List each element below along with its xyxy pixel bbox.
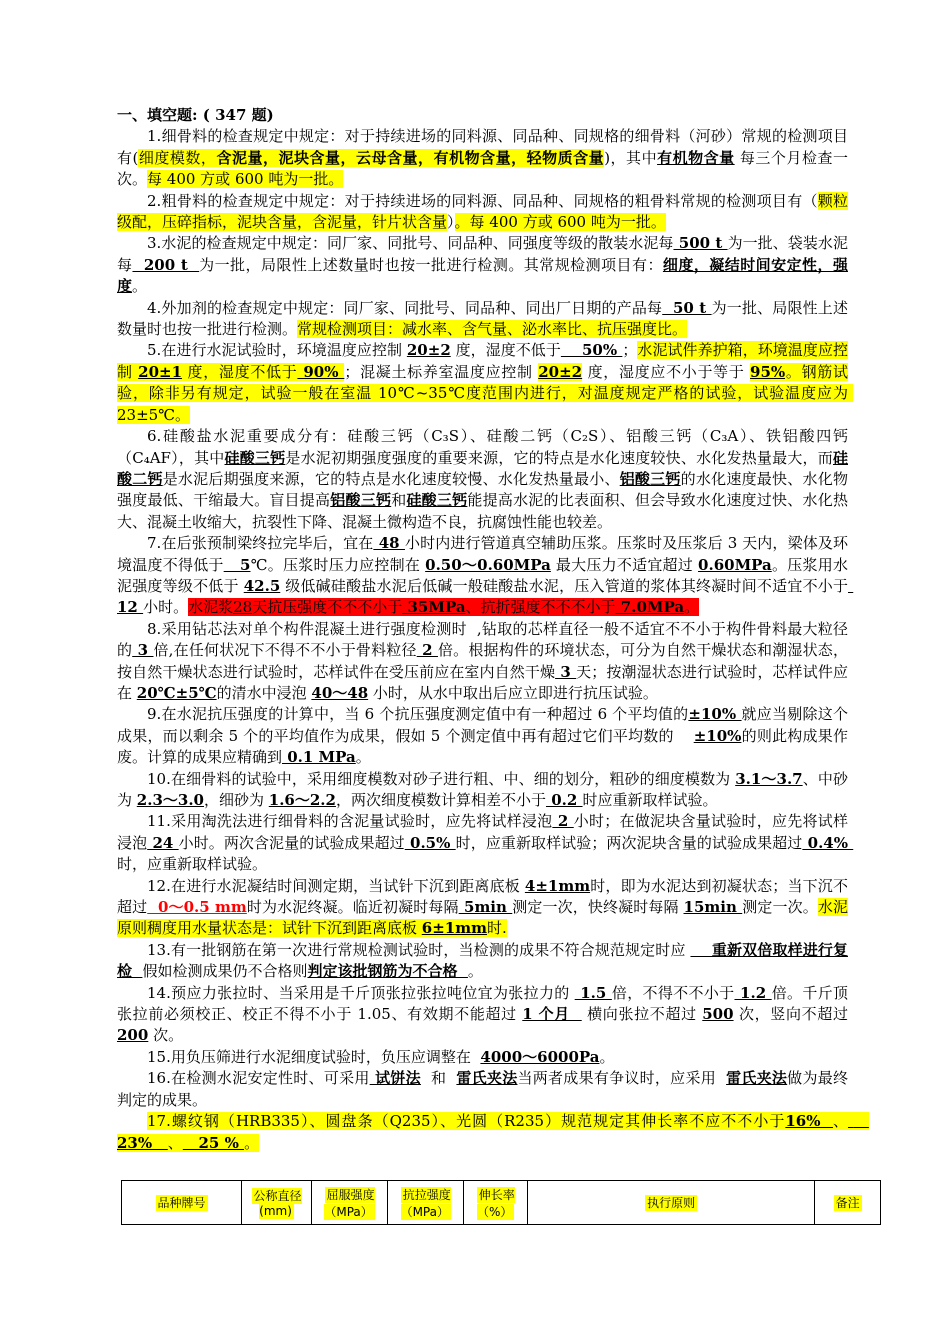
text-run: 。: [599, 1047, 615, 1066]
table-header-cell: 抗拉强度（MPa）: [388, 1181, 464, 1225]
text-run: 测定一次。: [742, 898, 818, 917]
question-paragraph: [117, 983, 853, 1047]
question-paragraph: [117, 811, 854, 875]
text-run: 细度，凝结时间安定性，强度: [117, 255, 848, 296]
text-run: 13.有一批钢筋在第一次进行常规检测试验时，当检测的成果不符合规范规定时应: [147, 940, 691, 959]
table-header-cell: 备注: [815, 1181, 881, 1225]
text-run: 度，湿度应不小于等于: [582, 362, 751, 381]
text-run: ；: [622, 341, 638, 360]
text-run: 雷氏夹法: [726, 1069, 788, 1088]
text-run: 6±1mm: [421, 919, 487, 938]
text-run: 0～0.5 mm: [147, 898, 247, 917]
text-run: 含泥量，泥块含量，云母含量，有机物含量，轻物质含量: [216, 148, 605, 167]
text-run: 1.5: [574, 983, 612, 1002]
text-run: 有机物含量: [657, 148, 735, 167]
text-run: 当两者成果有争议时，应采用: [517, 1069, 727, 1088]
text-run: 是水泥后期强度来源，它的特点是水化速度较慢、水化发热量最小、: [162, 469, 620, 488]
text-run: 和: [391, 491, 407, 510]
text-run: 8.采用钻芯法对单个构件混凝土进行强度检测时 ,钻取的芯样直径一般不适宜不不小于构件骨料最大粒径的: [117, 619, 848, 660]
text-run: 5min: [458, 898, 513, 917]
text-run: 25 %: [182, 1133, 245, 1152]
text-run: 1 个月: [522, 1005, 582, 1024]
text-run: 200 t: [132, 255, 200, 274]
text-run: 50 t: [662, 298, 712, 317]
text-run: 、抗折强度不不不小于: [465, 598, 616, 617]
text-run: 200: [117, 1026, 149, 1045]
text-run: 7.0MPa: [615, 598, 685, 617]
text-run: 15.用负压筛进行水泥细度试验时，负压应调整在: [147, 1047, 481, 1066]
text-run: 0.60MPa: [698, 555, 772, 574]
text-run: 时为水泥终凝。临近初凝时每隔: [246, 898, 459, 917]
question-paragraph: [117, 876, 848, 940]
text-run: 时.: [486, 919, 507, 938]
text-run: 倍。千斤顶张拉前必须校正、校正不得不小于 1.05、有效期不能超过: [117, 983, 848, 1024]
text-run: 24: [147, 833, 179, 852]
text-run: 水泥原则稠度用水量状态是：试针下沉到距离底板: [117, 898, 848, 938]
text-run: 0.1 MPa: [282, 748, 356, 767]
question-paragraph: [117, 233, 848, 297]
text-run: 每 400 方或 600 吨为一批。: [147, 170, 344, 189]
text-run: )，其中: [604, 148, 658, 167]
text-run: 为一批，局限性上述数量时也按一批进行检测。其常规检测项目有：: [199, 255, 663, 274]
text-run: 6.硅酸盐水泥重要成分有：硅酸三钙（C₃S）、硅酸二钙（C₂S）、铝酸三钙（C₃A）、铁铝酸四钙（C₄AF），其中: [117, 427, 848, 467]
text-run: 最大压力不适宜超过: [550, 555, 699, 574]
section-title: 一、填空题: ( 347 题): [117, 106, 274, 124]
text-run: 的则此构成果作废。计算的成果应精确到: [117, 726, 848, 767]
text-run: 天抗压强度不不不小于: [252, 598, 403, 617]
text-run: 2.3～3.0: [136, 791, 204, 809]
text-run: ）: [447, 213, 455, 232]
text-run: 20℃±5℃: [136, 683, 217, 702]
text-run: 12: [117, 576, 854, 617]
question-paragraph: [117, 426, 848, 533]
text-run: 20±2: [538, 362, 583, 381]
text-run: 3: [555, 662, 577, 681]
text-run: 10.在细骨料的试验中，采用细度模数对砂子进行粗、中、细的划分，粗砂的细度模数为: [147, 769, 736, 788]
text-run: 15min: [683, 898, 743, 917]
text-run: 20±2: [406, 341, 451, 360]
text-run: 28: [233, 598, 253, 617]
question-paragraph: [117, 340, 853, 426]
text-run: 。: [132, 277, 148, 296]
text-run: 9.在水泥抗压强度的计算中，当 6 个抗压强度测定值中有一种超过 6 个平均值的: [147, 705, 689, 724]
text-run: 度，湿度不低于: [182, 362, 298, 381]
text-run: 42.5: [243, 576, 281, 595]
text-run: 小时内进行管道真空辅助压浆。压浆时及压浆后 3 天内，梁体及环境温度不得低于: [117, 534, 848, 574]
text-run: 水泥浆: [188, 598, 234, 617]
question-paragraph: [117, 126, 848, 190]
text-run: 7.在后张预制梁终拉完毕后，宜在: [147, 534, 374, 553]
text-run: 。: [244, 1133, 260, 1152]
text-run: 就应当剔除这个成果，而以剩余 5 个的平均值作为成果，假如 5 个测定值中再有超过它们平均数的: [117, 705, 848, 745]
text-run: ，细砂为: [203, 791, 269, 809]
text-run: 5: [223, 555, 251, 574]
text-run: 3.水泥的检查规定中规定：同厂家、同批号、同品种、同强度等级的散装水泥每: [147, 234, 674, 253]
text-run: 时，应重新取样试验；两次泥块含量的试验成果超过: [455, 833, 803, 852]
text-run: 2: [552, 812, 574, 831]
text-run: 为一批、局限性上述数量时也按一批进行检测。: [117, 298, 848, 339]
text-run: 1.细骨料的检查规定中规定：对于持续进场的同料源、同品种、同规格的细骨料（河砂）常规的检测项目有(: [117, 127, 848, 167]
text-run: 倍。根据构件的环境状态，可分为自然干燥状态和潮湿状态，按自然干燥状态进行试验时，芯样试件在受压前应在室内自然干燥: [117, 641, 848, 681]
question-paragraph: [117, 619, 848, 705]
text-run: 40～48: [311, 683, 369, 702]
text-run: ；混凝土标养室温度应控制: [344, 362, 539, 381]
text-run: 级低碱硅酸盐水泥后低碱一般硅酸盐水泥，压入管道的浆体其终凝时间不适宜不小于: [280, 576, 848, 595]
question-paragraph: [117, 769, 848, 812]
text-run: 钢筋试验，除非另有规定，试验一般在室温 10℃~35℃度范围内进行，对温度规定严格的试验，试验温度应为 23±5℃。: [117, 362, 853, 424]
text-run: 度，湿度不低于: [450, 341, 561, 360]
text-run: 12.在进行水泥凝结时间测定期，当试针下沉到距离底板: [147, 876, 525, 895]
text-run: 做为最终判定的成果。: [117, 1069, 848, 1109]
table-header-cell: 屈服强度（MPa）: [311, 1181, 387, 1225]
text-run: 500: [702, 1005, 734, 1024]
text-run: 48: [373, 534, 405, 553]
text-run: 硅酸二钙: [117, 448, 848, 488]
question-paragraph: [117, 1111, 869, 1154]
text-run: 0.2: [545, 791, 583, 809]
text-run: 1.2: [734, 983, 772, 1002]
table-header-row: [122, 1181, 881, 1225]
text-run: 。压浆用水泥强度等级不低于: [117, 555, 848, 595]
text-run: 4±1mm: [524, 876, 591, 895]
text-run: 时，应重新取样试验。: [117, 855, 268, 874]
question-paragraph: [117, 298, 848, 341]
text-run: 、: [832, 1112, 848, 1131]
question-paragraph: [117, 1047, 848, 1068]
text-run: 判定该批钢筋为不合格: [307, 962, 468, 981]
text-run: 能提高水泥的比表面积、但会导致水化速度过快、水化热大、混凝土收缩大，抗裂性下降、混凝土微构造不良，抗腐蚀性能也较差。: [117, 491, 848, 531]
text-run: 硅酸三钙: [406, 491, 468, 510]
table-header-cell: 伸长率（%）: [464, 1181, 528, 1225]
text-run: 假如检测成果仍不合格则: [142, 962, 308, 981]
text-run: 5.在进行水泥试验时，环境温度应控制: [147, 341, 407, 360]
question-paragraph: [117, 704, 848, 768]
question-list: [117, 126, 869, 1154]
text-run: 为一批、袋装水泥每: [117, 234, 848, 274]
text-run: 50%: [560, 341, 623, 360]
text-run: 16%: [785, 1112, 833, 1131]
text-run: 500 t: [673, 234, 728, 253]
text-run: 35MPa: [402, 598, 466, 617]
text-run: 95%: [750, 362, 786, 381]
steel-spec-table: [121, 1180, 881, 1225]
text-run: 横向张拉不超过: [581, 1005, 703, 1024]
text-run: 2.粗骨料的检查规定中规定：对于持续进场的同料源、同品种、同规格的粗骨料常规的检测项目有（: [147, 191, 818, 210]
text-run: 、: [167, 1133, 183, 1152]
text-run: 11.采用淘洗法进行细骨料的含泥量试验时，应先将试样浸泡: [147, 812, 553, 831]
text-run: 4.外加剂的检查规定中规定：同厂家、同批号、同品种、同出厂日期的产品每: [147, 298, 663, 317]
text-run: 时应重新取样试验。: [582, 791, 718, 809]
text-run: 次，竖向不超过: [733, 1005, 853, 1024]
text-run: 和: [420, 1069, 457, 1088]
text-run: 。: [355, 748, 371, 767]
text-run: 试饼法: [369, 1069, 421, 1088]
text-run: ℃。压浆时压力应控制在: [250, 555, 426, 574]
text-run: 1.6～2.2: [268, 791, 336, 809]
text-run: 常规检测项目：减水率、含气量、泌水率比、抗压强度比。: [297, 320, 688, 339]
text-run: 16.在检测水泥安定性时、可采用: [147, 1069, 370, 1088]
text-run: 小时，从水中取出后应立即进行抗压试验。: [368, 683, 658, 702]
text-run: 时，即为水泥达到初凝状态；当下沉不超过: [117, 876, 848, 917]
text-run: 。: [785, 362, 802, 381]
text-run: 。每 400 方或 600 吨为一批。: [454, 213, 666, 232]
text-run: 测定一次，快终凝时每隔: [512, 898, 684, 917]
text-run: 、中砂为: [117, 769, 848, 809]
table-header-cell: 执行原则: [528, 1181, 815, 1225]
text-run: 倍,在任何状况下不得不不小于骨料粒径: [153, 641, 417, 660]
text-run: 3.1～3.7: [735, 769, 803, 788]
question-paragraph: [117, 940, 848, 983]
text-run: 20±1: [138, 362, 183, 381]
text-run: 。: [684, 598, 700, 617]
text-run: 小时。两次含泥量的试验成果超过: [178, 833, 405, 852]
text-run: 的清水中浸泡: [216, 683, 312, 702]
text-run: 。: [467, 962, 483, 981]
text-run: 0.4%: [802, 833, 854, 852]
text-run: 细度模数，: [138, 148, 217, 167]
text-run: 0.50～0.60MPa: [425, 555, 551, 574]
text-run: 90%: [297, 362, 345, 381]
text-run: 次。: [148, 1026, 184, 1045]
question-paragraph: [117, 191, 848, 234]
text-run: 0.5%: [404, 833, 456, 852]
text-run: 雷氏夹法: [456, 1069, 518, 1088]
text-run: 4000～6000Pa: [480, 1047, 600, 1066]
text-run: 23%: [117, 1112, 869, 1152]
text-run: 硅酸三钙: [224, 448, 286, 467]
text-run: ±10%: [688, 705, 742, 724]
table-header-cell: 公称直径(mm): [242, 1181, 312, 1225]
text-run: 2: [416, 641, 438, 660]
text-run: 倍，不得不不小于: [611, 983, 735, 1002]
text-run: ±10%: [693, 726, 742, 745]
text-run: 小时；在做泥块含量试验时，应先将试样浸泡: [117, 812, 848, 852]
text-run: 3: [132, 641, 154, 660]
text-run: 天；按潮湿状态进行试验时，芯样试件应在: [117, 662, 848, 702]
text-run: 每三个月检查一次。: [117, 148, 848, 189]
text-run: 是水泥初期强度强度的重要来源，它的特点是水化速度较快、水化发热量最大，而: [285, 448, 833, 467]
text-run: 颗粒级配，压碎指标，泥块含量，含泥量，针片状含量: [117, 191, 848, 232]
text-run: 铝酸三钙: [330, 491, 392, 510]
text-run: 14.预应力张拉时、当采用是千斤顶张拉张拉吨位宜为张拉力的: [147, 983, 575, 1002]
text-run: 小时。: [143, 598, 189, 617]
text-run: 铝酸三钙: [619, 469, 681, 488]
table-header-cell: 品种牌号: [122, 1181, 242, 1225]
text-run: 的水化速度最快、水化物强度最低、干缩最大。盲目提高: [117, 469, 848, 510]
question-paragraph: [117, 1068, 848, 1111]
document-body: [117, 105, 869, 1154]
text-run: ，两次细度模数计算相差不小于: [335, 791, 546, 809]
text-run: 重新双倍取样进行复检: [117, 940, 848, 981]
text-run: 17.螺纹钢（HRB335）、圆盘条（Q235）、光圆（R235）规范规定其伸长率不应不不小于: [147, 1112, 786, 1131]
question-paragraph: [117, 533, 854, 619]
text-run: 水泥试件养护箱，环境温度应控制: [117, 341, 848, 381]
